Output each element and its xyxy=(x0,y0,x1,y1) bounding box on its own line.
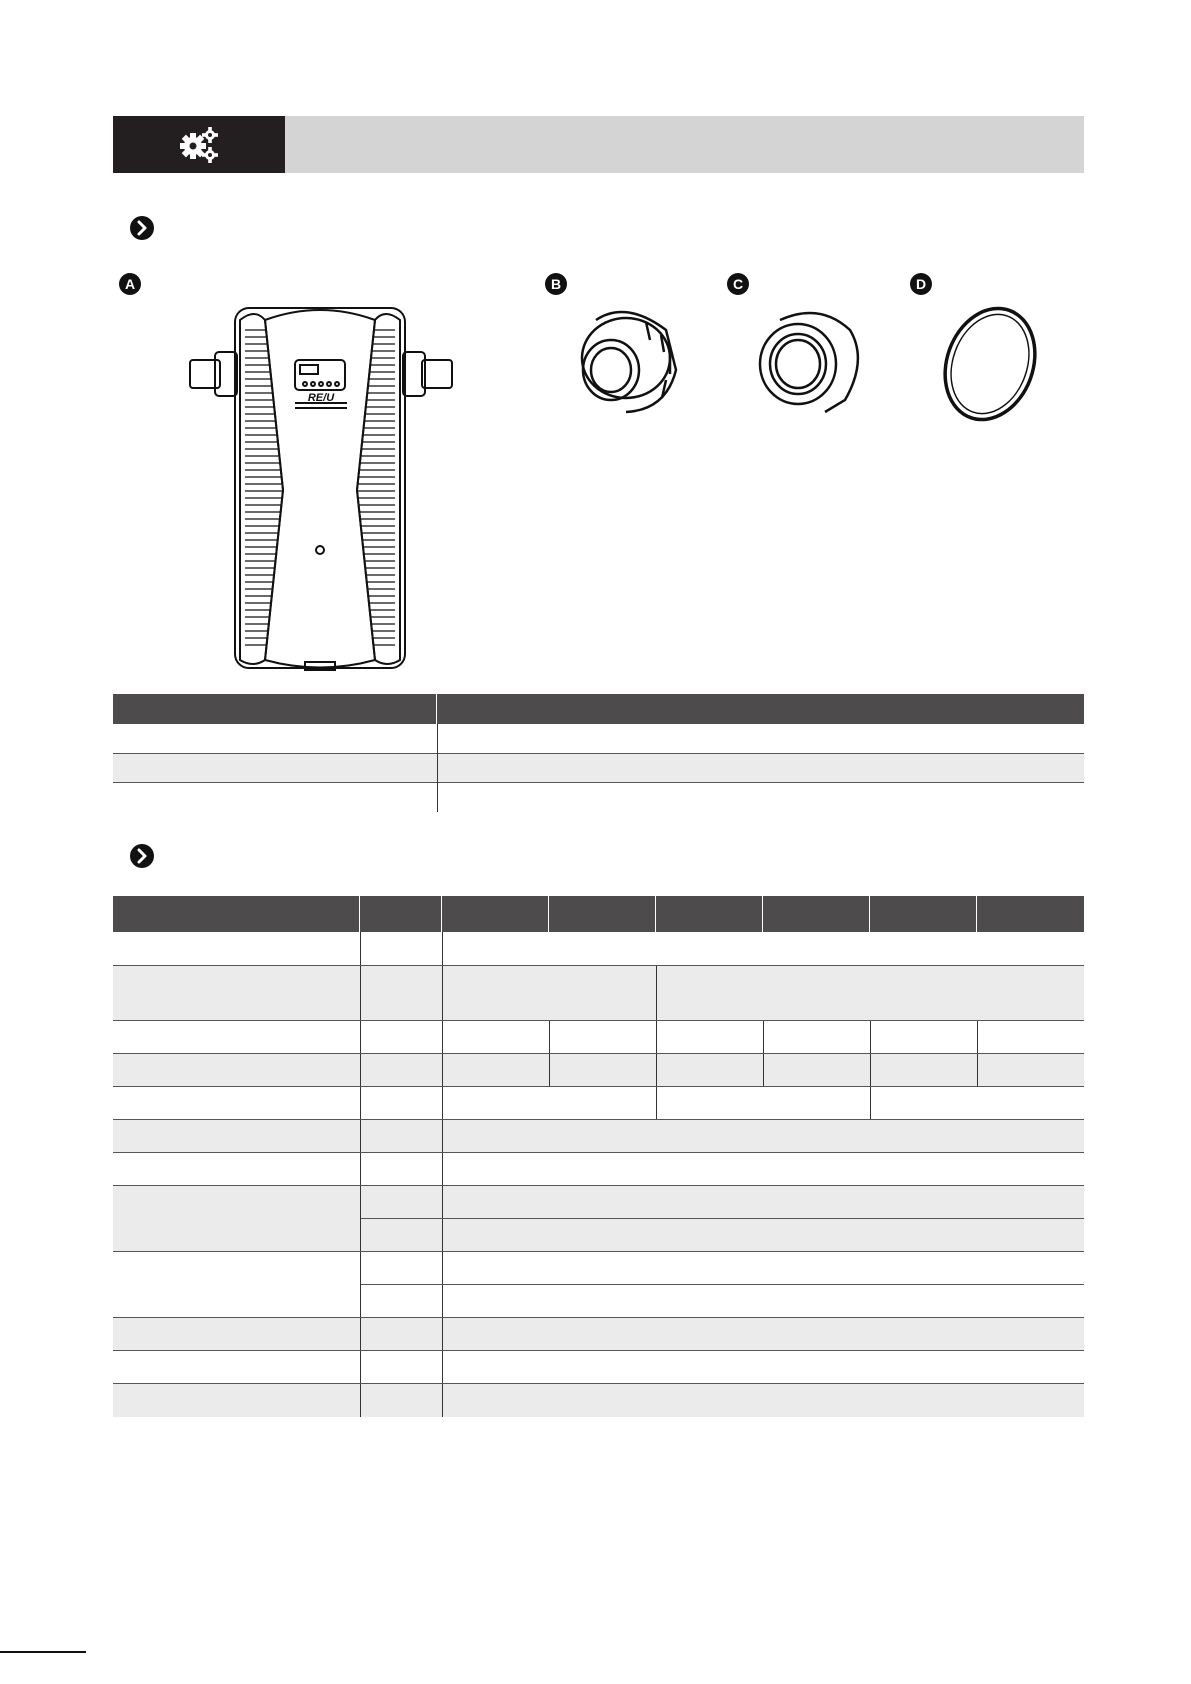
table-row xyxy=(113,1120,1084,1152)
table-cell xyxy=(871,1021,978,1053)
table-cell xyxy=(361,1384,443,1417)
table-cell xyxy=(361,1021,443,1053)
table-cell xyxy=(361,1351,443,1383)
table-cell xyxy=(657,1054,764,1086)
column-divider xyxy=(437,724,438,812)
page-header-bar xyxy=(113,116,1084,173)
table-cell xyxy=(113,1021,361,1053)
table-cell xyxy=(443,1054,550,1086)
table-cell xyxy=(361,1153,443,1185)
table-row xyxy=(113,1153,1084,1185)
table-row xyxy=(113,1351,1084,1383)
table-row xyxy=(113,1054,1084,1086)
table-cell xyxy=(443,1087,657,1119)
spec-header-cell xyxy=(977,896,1084,932)
table-cell xyxy=(361,1087,443,1119)
table-cell xyxy=(871,1054,978,1086)
table-row xyxy=(113,1384,1084,1417)
table-row xyxy=(113,1087,1084,1119)
spec-header-cell xyxy=(656,896,763,932)
table-cell xyxy=(361,932,443,965)
table-cell xyxy=(550,1021,657,1053)
table-cell xyxy=(550,1054,657,1086)
component-c-badge: C xyxy=(727,273,749,295)
components-table-header xyxy=(113,694,1084,724)
components-table-header-cell-1 xyxy=(113,694,437,724)
adapter-ring-illustration xyxy=(750,300,870,420)
subrow-divider xyxy=(361,1284,1084,1285)
table-cell xyxy=(443,966,657,1020)
table-cell xyxy=(764,1054,871,1086)
footer-rule xyxy=(0,1651,86,1653)
spec-header-cell xyxy=(360,896,442,932)
table-row xyxy=(113,1318,1084,1350)
subrow-divider xyxy=(361,1218,1084,1219)
table-cell xyxy=(113,1351,361,1383)
table-cell xyxy=(361,966,443,1020)
union-coupling-illustration xyxy=(566,300,686,420)
spec-header-cell xyxy=(113,896,360,932)
specifications-table xyxy=(113,896,1084,1418)
components-table xyxy=(113,694,1084,812)
table-row xyxy=(113,1021,1084,1053)
header-icon-box xyxy=(113,116,285,173)
table-row xyxy=(113,966,1084,1020)
table-cell xyxy=(113,1054,361,1086)
table-cell xyxy=(657,1021,764,1053)
table-cell xyxy=(657,1087,871,1119)
table-row xyxy=(113,754,1084,782)
heater-panel-logo: RE/U xyxy=(307,392,335,404)
table-cell xyxy=(113,1384,361,1417)
table-cell xyxy=(361,1054,443,1086)
table-row xyxy=(113,783,1084,812)
table-row xyxy=(113,932,1084,965)
spec-table-header xyxy=(113,896,1084,932)
table-cell xyxy=(113,966,361,1020)
component-b-badge: B xyxy=(545,273,567,295)
spec-header-cell xyxy=(549,896,656,932)
table-cell xyxy=(361,1120,443,1152)
section-1-chevron-icon xyxy=(130,216,154,240)
component-d-badge: D xyxy=(910,273,932,295)
component-a-badge: A xyxy=(119,273,141,295)
table-cell xyxy=(113,1120,361,1152)
table-cell xyxy=(361,1318,443,1350)
spec-header-cell xyxy=(442,896,549,932)
gears-icon xyxy=(178,126,220,164)
spec-header-cell xyxy=(870,896,977,932)
o-ring-illustration xyxy=(940,300,1050,430)
table-cell xyxy=(113,1252,361,1317)
section-2-chevron-icon xyxy=(130,844,154,868)
table-cell xyxy=(113,1153,361,1185)
table-cell xyxy=(443,1021,550,1053)
components-table-header-cell-2 xyxy=(437,694,1084,724)
table-cell xyxy=(113,1087,361,1119)
spec-header-cell xyxy=(763,896,870,932)
heater-unit-illustration xyxy=(185,300,465,680)
table-cell xyxy=(764,1021,871,1053)
table-cell xyxy=(113,1318,361,1350)
table-cell xyxy=(113,932,361,965)
table-cell xyxy=(113,1186,361,1251)
table-row xyxy=(113,724,1084,753)
